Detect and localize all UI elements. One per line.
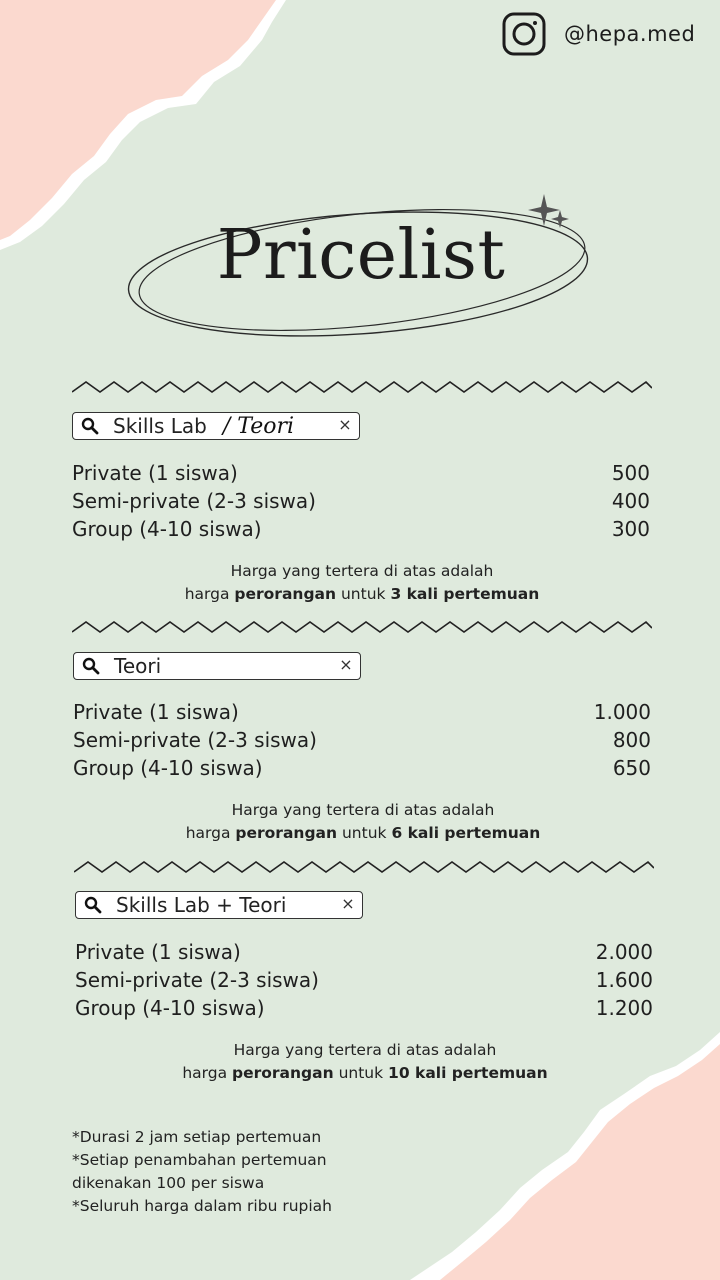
- note-line-2: harga perorangan untuk 3 kali pertemuan: [184, 585, 540, 603]
- price-list-skills-lab-plus-teori: [75, 938, 653, 1022]
- price-row-value: 800: [612, 728, 651, 752]
- price-row: [72, 487, 650, 515]
- price-row: [73, 726, 651, 754]
- search-handwritten-label: / Teori: [222, 413, 295, 439]
- instagram-handle[interactable]: @hepa.med: [564, 22, 696, 46]
- price-note: [63, 799, 663, 845]
- price-row-value: 1.600: [595, 968, 653, 992]
- price-row-value: 1.200: [595, 996, 653, 1020]
- price-row-value: 500: [611, 461, 650, 485]
- search-box-skills-lab-teori[interactable]: [72, 412, 360, 440]
- social-handle[interactable]: [502, 12, 695, 56]
- price-row-value: 300: [611, 517, 650, 541]
- price-row-label: Semi-private (2-3 siswa): [73, 728, 317, 752]
- price-list-skills-lab-teori: [72, 459, 650, 543]
- price-row: [75, 966, 653, 994]
- zigzag-divider: [72, 380, 652, 394]
- note-line-2: harga perorangan untuk 6 kali pertemuan: [185, 824, 541, 842]
- price-note: [65, 1039, 665, 1085]
- zigzag-divider: [72, 620, 652, 634]
- footnote: *Setiap penambahan pertemuan: [72, 1151, 327, 1169]
- search-icon: [82, 657, 100, 675]
- title-block: [126, 190, 596, 340]
- price-row-label: Group (4-10 siswa): [75, 996, 265, 1020]
- price-row-label: Private (1 siswa): [75, 940, 241, 964]
- close-icon[interactable]: ×: [338, 415, 352, 434]
- footnote: *Seluruh harga dalam ribu rupiah: [72, 1197, 332, 1215]
- price-row: [75, 994, 653, 1022]
- search-box-teori[interactable]: [73, 652, 361, 680]
- footnote: dikenakan 100 per siswa: [72, 1174, 265, 1192]
- price-row: [73, 698, 651, 726]
- price-row: [72, 515, 650, 543]
- search-icon: [81, 417, 99, 435]
- note-line-1: Harga yang tertera di atas adalah: [230, 562, 494, 580]
- note-line-1: Harga yang tertera di atas adalah: [233, 1041, 497, 1059]
- instagram-icon: [502, 12, 546, 56]
- search-box-skills-lab-plus-teori[interactable]: [75, 891, 363, 919]
- price-row-value: 2.000: [595, 940, 653, 964]
- price-list-teori: [73, 698, 651, 782]
- price-row-label: Private (1 siswa): [72, 461, 238, 485]
- price-row: [72, 459, 650, 487]
- price-note: [62, 560, 662, 606]
- price-row-label: Group (4-10 siswa): [72, 517, 262, 541]
- price-row-label: Semi-private (2-3 siswa): [75, 968, 319, 992]
- price-row: [73, 754, 651, 782]
- price-row-label: Group (4-10 siswa): [73, 756, 263, 780]
- price-row-value: 1.000: [593, 700, 651, 724]
- footnote: *Durasi 2 jam setiap pertemuan: [72, 1128, 322, 1146]
- search-label: Skills Lab + Teori: [116, 893, 287, 917]
- note-line-1: Harga yang tertera di atas adalah: [231, 801, 495, 819]
- price-row-value: 400: [611, 489, 650, 513]
- note-line-2: harga perorangan untuk 10 kali pertemuan: [182, 1064, 548, 1082]
- search-label: Teori: [114, 654, 162, 678]
- price-row: [75, 938, 653, 966]
- search-icon: [84, 896, 102, 914]
- search-label: Skills Lab: [113, 414, 207, 438]
- zigzag-divider: [74, 860, 654, 874]
- price-row-label: Private (1 siswa): [73, 700, 239, 724]
- page-title: Pricelist: [216, 216, 506, 295]
- close-icon[interactable]: ×: [341, 894, 355, 913]
- footnotes: [72, 1126, 332, 1218]
- close-icon[interactable]: ×: [339, 655, 353, 674]
- price-row-label: Semi-private (2-3 siswa): [72, 489, 316, 513]
- price-row-value: 650: [612, 756, 651, 780]
